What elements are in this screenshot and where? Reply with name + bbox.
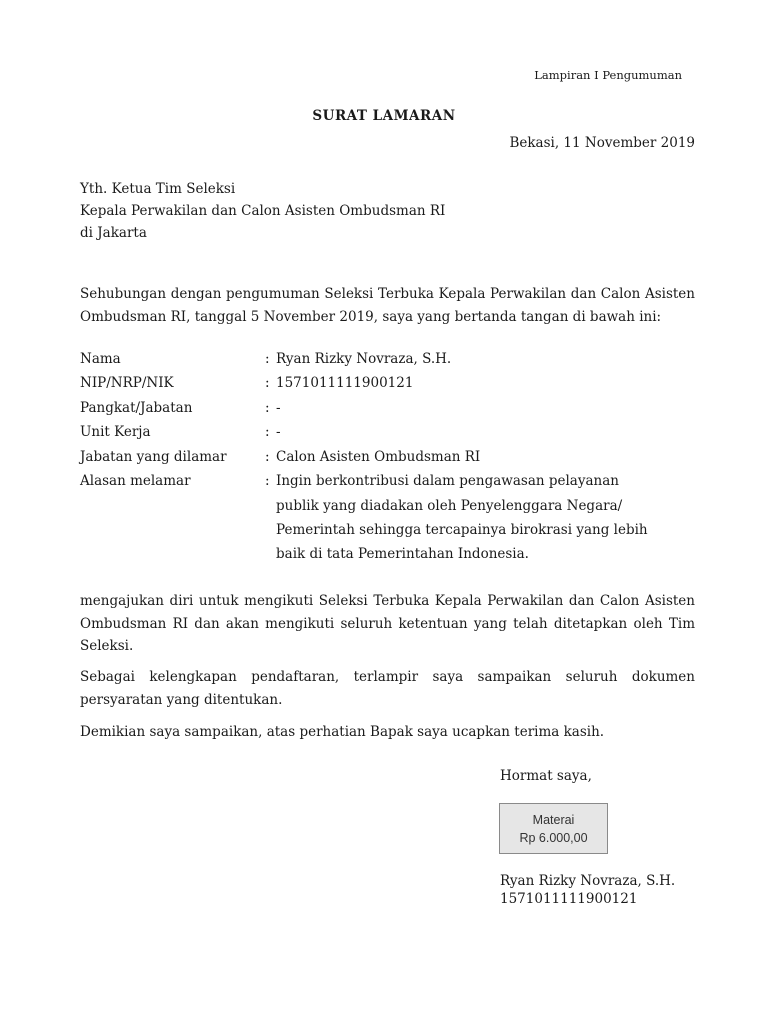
field-value: Ingin berkontribusi dalam pengawasan pelayanan	[276, 473, 619, 489]
field-value: -	[276, 424, 281, 440]
letter-title: SURAT LAMARAN	[312, 108, 456, 124]
body-paragraph-2: Sebagai kelengkapan pendaftaran, terlampir saya sampaikan seluruh dokumen persyaratan yang ditentukan.	[80, 669, 695, 708]
intro-paragraph: Sehubungan dengan pengumuman Seleksi Terbuka Kepala Perwakilan dan Calon Asisten Ombudsman RI, tanggal 5 November 2019, saya yang bertanda tangan di bawah ini:	[80, 286, 695, 325]
field-colon: :	[265, 400, 270, 416]
attachment-label: Lampiran I Pengumuman	[534, 68, 682, 82]
reason-line-4: baik di tata Pemerintahan Indonesia.	[276, 546, 529, 562]
recipient-line-1: Yth. Ketua Tim Seleksi	[80, 181, 236, 197]
reason-line-2: publik yang diadakan oleh Penyelenggara Negara/	[276, 498, 623, 514]
signer-id: 1571011111900121	[500, 891, 638, 907]
field-label: Pangkat/Jabatan	[80, 400, 193, 416]
field-colon: :	[265, 424, 270, 440]
body-paragraph-1: mengajukan diri untuk mengikuti Seleksi Terbuka Kepala Perwakilan dan Calon Asisten Ombudsman RI dan akan mengikuti seluruh ketentuan yang telah ditetapkan oleh Tim Seleksi.	[80, 593, 695, 654]
field-value: 1571011111900121	[276, 375, 414, 391]
reason-line-3: Pemerintah sehingga tercapainya birokrasi yang lebih	[276, 522, 648, 538]
field-colon: :	[265, 449, 270, 465]
field-value: Ryan Rizky Novraza, S.H.	[276, 351, 452, 367]
signer-name: Ryan Rizky Novraza, S.H.	[500, 873, 676, 889]
field-label: Unit Kerja	[80, 424, 151, 440]
stamp-label: Materai	[532, 812, 575, 827]
closing-salutation: Hormat saya,	[500, 768, 592, 784]
place-date: Bekasi, 11 November 2019	[509, 135, 695, 151]
field-colon: :	[265, 473, 270, 489]
recipient-line-2: Kepala Perwakilan dan Calon Asisten Ombudsman RI	[80, 203, 446, 219]
field-label: Jabatan yang dilamar	[80, 449, 227, 465]
field-value: Calon Asisten Ombudsman RI	[276, 449, 481, 465]
field-label: NIP/NRP/NIK	[80, 375, 174, 391]
field-label: Alasan melamar	[80, 473, 191, 489]
field-value: -	[276, 400, 281, 416]
recipient-line-3: di Jakarta	[80, 225, 147, 241]
duty-stamp-box	[499, 803, 608, 854]
body-paragraph-3: Demikian saya sampaikan, atas perhatian Bapak saya ucapkan terima kasih.	[80, 724, 605, 740]
field-colon: :	[265, 375, 270, 391]
stamp-amount: Rp 6.000,00	[519, 830, 588, 845]
field-colon: :	[265, 351, 270, 367]
field-label: Nama	[80, 351, 121, 367]
